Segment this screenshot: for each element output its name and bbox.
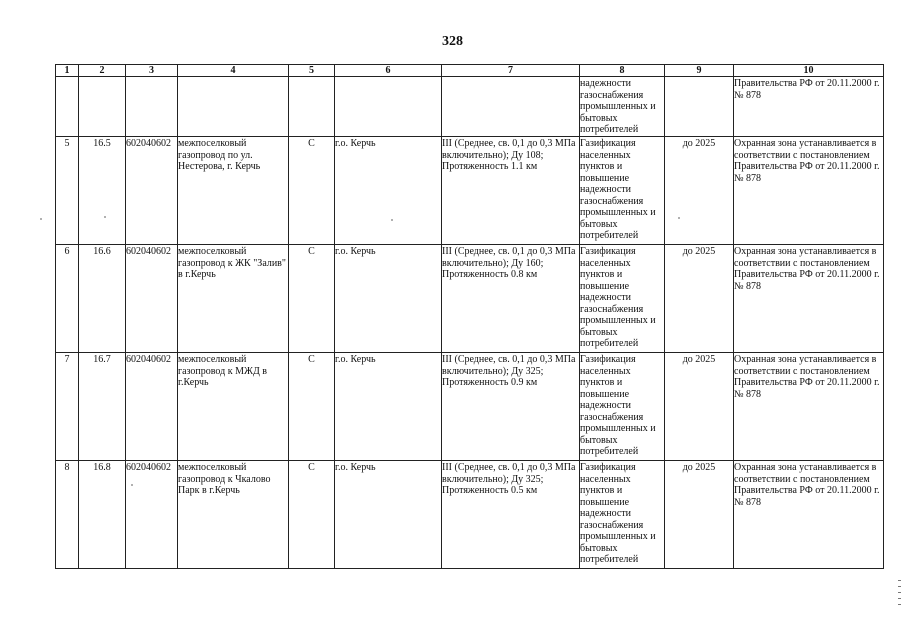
row-characteristics: III (Среднее, св. 0,1 до 0,3 МПа включительно); Ду 325; Протяженность 0.9 км [442, 353, 580, 461]
scan-edge-mark [898, 580, 901, 581]
header-cell-5: 5 [289, 65, 335, 77]
table-row [56, 137, 884, 245]
scan-speck [391, 219, 393, 221]
row-protection-zone: Охранная зона устанавливается в соответствии с постановлением Правительства РФ от 20.11.2000 г. № 878 [734, 353, 884, 461]
cont-cell-id [126, 77, 178, 137]
cont-cell-num [56, 77, 79, 137]
cont-cell-status [289, 77, 335, 137]
cont-cell-name [178, 77, 289, 137]
infrastructure-table [55, 64, 884, 569]
header-cell-2: 2 [79, 65, 126, 77]
row-purpose: Газификация населенных пунктов и повышение надежности газоснабжения промышленных и бытовых потребителей [580, 137, 665, 245]
cont-cell-code [79, 77, 126, 137]
scan-edge-mark [898, 604, 901, 605]
row-code: 16.7 [79, 353, 126, 461]
row-protection-zone: Охранная зона устанавливается в соответствии с постановлением Правительства РФ от 20.11.2000 г. № 878 [734, 245, 884, 353]
row-protection-zone: Охранная зона устанавливается в соответствии с постановлением Правительства РФ от 20.11.2000 г. № 878 [734, 461, 884, 569]
cont-cell-zone: Правительства РФ от 20.11.2000 г. № 878 [734, 77, 884, 137]
header-cell-1: 1 [56, 65, 79, 77]
row-object-name: межпоселковый газопровод к МЖД в г.Керчь [178, 353, 289, 461]
row-location: г.о. Керчь [335, 245, 442, 353]
header-cell-10: 10 [734, 65, 884, 77]
row-status: С [289, 461, 335, 569]
row-characteristics: III (Среднее, св. 0,1 до 0,3 МПа включительно); Ду 160; Протяженность 0.8 км [442, 245, 580, 353]
row-number: 6 [56, 245, 79, 353]
cont-cell-location [335, 77, 442, 137]
row-object-id: 602040602 [126, 137, 178, 245]
scan-speck [678, 217, 680, 219]
table-row [56, 353, 884, 461]
scan-speck [104, 216, 106, 218]
row-protection-zone: Охранная зона устанавливается в соответствии с постановлением Правительства РФ от 20.11.2000 г. № 878 [734, 137, 884, 245]
row-object-id: 602040602 [126, 353, 178, 461]
row-code: 16.5 [79, 137, 126, 245]
row-term: до 2025 [665, 461, 734, 569]
row-characteristics: III (Среднее, св. 0,1 до 0,3 МПа включительно); Ду 325; Протяженность 0.5 км [442, 461, 580, 569]
row-status: С [289, 353, 335, 461]
row-purpose: Газификация населенных пунктов и повышение надежности газоснабжения промышленных и бытовых потребителей [580, 353, 665, 461]
row-location: г.о. Керчь [335, 353, 442, 461]
row-location: г.о. Керчь [335, 461, 442, 569]
header-cell-3: 3 [126, 65, 178, 77]
row-purpose: Газификация населенных пунктов и повышение надежности газоснабжения промышленных и бытовых потребителей [580, 461, 665, 569]
row-term: до 2025 [665, 137, 734, 245]
row-status: С [289, 137, 335, 245]
continuation-row [56, 77, 884, 137]
row-object-id: 602040602 [126, 245, 178, 353]
row-object-name: межпоселковый газопровод по ул. Нестерова, г. Керчь [178, 137, 289, 245]
header-row [56, 65, 884, 77]
scan-edge-mark [898, 598, 901, 599]
row-location: г.о. Керчь [335, 137, 442, 245]
row-number: 7 [56, 353, 79, 461]
row-purpose: Газификация населенных пунктов и повышение надежности газоснабжения промышленных и бытовых потребителей [580, 245, 665, 353]
row-object-id: 602040602 [126, 461, 178, 569]
row-object-name: межпоселковый газопровод к ЖК "Залив" в г.Керчь [178, 245, 289, 353]
header-cell-8: 8 [580, 65, 665, 77]
row-term: до 2025 [665, 353, 734, 461]
row-status: С [289, 245, 335, 353]
scan-speck [40, 218, 42, 220]
table-row [56, 245, 884, 353]
header-cell-6: 6 [335, 65, 442, 77]
row-object-name: межпоселковый газопровод к Чкалово Парк в г.Керчь [178, 461, 289, 569]
cont-cell-term [665, 77, 734, 137]
row-characteristics: III (Среднее, св. 0,1 до 0,3 МПа включительно); Ду 108; Протяженность 1.1 км [442, 137, 580, 245]
row-term: до 2025 [665, 245, 734, 353]
header-cell-4: 4 [178, 65, 289, 77]
row-code: 16.8 [79, 461, 126, 569]
page-number: 328 [442, 34, 463, 49]
scan-speck [131, 484, 133, 486]
cont-cell-purpose: надежности газоснабжения промышленных и бытовых потребителей [580, 77, 665, 137]
header-cell-9: 9 [665, 65, 734, 77]
scan-edge-mark [898, 586, 901, 587]
table-row [56, 461, 884, 569]
row-number: 8 [56, 461, 79, 569]
row-code: 16.6 [79, 245, 126, 353]
scan-edge-mark [898, 592, 901, 593]
header-cell-7: 7 [442, 65, 580, 77]
cont-cell-characteristics [442, 77, 580, 137]
row-number: 5 [56, 137, 79, 245]
